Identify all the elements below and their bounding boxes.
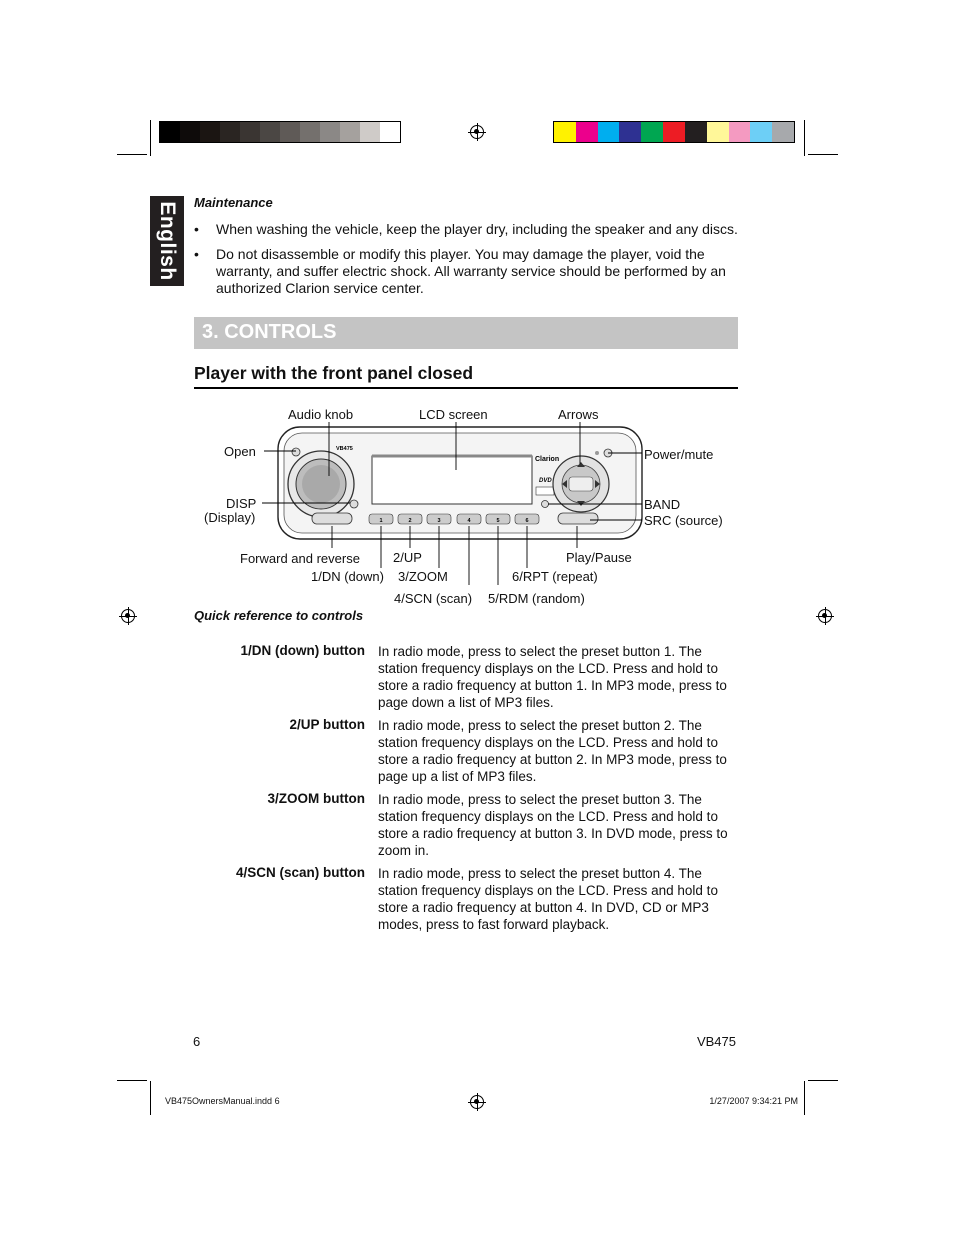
crop-mark: [150, 1081, 151, 1115]
preset-button-label: 4: [467, 518, 471, 524]
label-src: SRC (source): [644, 513, 723, 528]
crop-mark: [150, 120, 151, 156]
preset-button-label: 3: [437, 518, 441, 524]
brand-logo: Clarion: [535, 456, 560, 463]
color-swatch: [663, 122, 685, 142]
crop-mark: [804, 120, 805, 156]
grayscale-calibration-bar: [159, 121, 401, 143]
term-3-zoom: 3/ZOOM button: [267, 791, 365, 806]
section-title: 3. CONTROLS: [202, 321, 337, 343]
label-lcd-screen: LCD screen: [419, 407, 488, 422]
language-tab: [150, 196, 184, 286]
crop-mark: [804, 1081, 805, 1115]
color-swatch: [554, 122, 576, 142]
crop-mark: [117, 154, 147, 155]
gray-swatch: [380, 122, 400, 142]
term-2-up: 2/UP button: [289, 717, 365, 732]
quick-reference-heading: Quick reference to controls: [194, 608, 364, 623]
gray-swatch: [320, 122, 340, 142]
gray-swatch: [360, 122, 380, 142]
label-display: (Display): [204, 510, 256, 525]
subsection-title: Player with the front panel closed: [194, 363, 474, 383]
label-forward-reverse: Forward and reverse: [240, 551, 360, 566]
gray-swatch: [240, 122, 260, 142]
crop-mark: [117, 1080, 147, 1081]
desc-2-up: In radio mode, press to select the preset button 2. The station frequency displays on the LCD. Press and hold to store a radio frequency at button 2. In MP3 mode, press to page up a list of MP3 files.: [378, 718, 727, 784]
color-swatch: [619, 122, 641, 142]
color-calibration-bar: [553, 121, 795, 143]
preset-button-label: 6: [525, 518, 529, 524]
preset-button-label: 1: [379, 518, 383, 524]
label-band: BAND: [644, 497, 681, 512]
color-swatch: [598, 122, 620, 142]
label-3-zoom: 3/ZOOM: [398, 569, 448, 584]
maintenance-heading: Maintenance: [194, 195, 273, 210]
gray-swatch: [300, 122, 320, 142]
slug-date: 1/27/2007 9:34:21 PM: [709, 1096, 798, 1106]
label-disp: DISP: [226, 496, 257, 511]
language-tab-label: English: [156, 201, 179, 281]
front-panel-diagram: [190, 400, 750, 610]
gray-swatch: [280, 122, 300, 142]
bullet-icon: •: [194, 221, 199, 237]
color-swatch: [641, 122, 663, 142]
desc-3-zoom: In radio mode, press to select the preset button 3. The station frequency displays on the LCD. Press and hold to store a radio frequency at button 3. In DVD mode, press to zoom in.: [378, 792, 728, 858]
gray-swatch: [200, 122, 220, 142]
crop-mark: [808, 1080, 838, 1081]
label-play-pause: Play/Pause: [566, 550, 632, 565]
bullet-text: Do not disassemble or modify this player. You may damage the player, void the warranty, and suffer electric shock. All warranty service should be performed by an authorized Clarion service center.: [216, 246, 726, 296]
color-swatch: [685, 122, 707, 142]
gray-swatch: [260, 122, 280, 142]
registration-mark-icon: [818, 609, 832, 623]
gray-swatch: [340, 122, 360, 142]
preset-button-label: 5: [496, 518, 500, 524]
model-label: VB475: [336, 446, 353, 452]
label-2-up: 2/UP: [393, 550, 422, 565]
color-swatch: [772, 122, 794, 142]
color-swatch: [576, 122, 598, 142]
bullet-icon: •: [194, 246, 199, 262]
label-4-scn: 4/SCN (scan): [394, 591, 473, 606]
subsection-rule: [194, 387, 738, 389]
page-number: 6: [193, 1034, 201, 1049]
desc-1-dn: In radio mode, press to select the preset button 1. The station frequency displays on the LCD. Press and hold to store a radio frequency at button 1. In MP3 mode, press to page down a list of MP3 files.: [378, 644, 727, 710]
preset-button-label: 2: [408, 518, 412, 524]
label-arrows: Arrows: [558, 407, 599, 422]
gray-swatch: [220, 122, 240, 142]
term-4-scn: 4/SCN (scan) button: [235, 865, 365, 880]
registration-mark-icon: [470, 125, 484, 139]
color-swatch: [707, 122, 729, 142]
section-heading-bar: [194, 317, 738, 349]
color-swatch: [750, 122, 772, 142]
label-5-rdm: 5/RDM (random): [488, 591, 585, 606]
gray-swatch: [180, 122, 200, 142]
label-audio-knob: Audio knob: [288, 407, 354, 422]
registration-mark-icon: [121, 609, 135, 623]
label-1-dn: 1/DN (down): [311, 569, 384, 584]
footer-model: VB475: [696, 1034, 736, 1049]
label-6-rpt: 6/RPT (repeat): [512, 569, 598, 584]
color-swatch: [729, 122, 751, 142]
registration-mark-icon: [470, 1095, 484, 1109]
label-power-mute: Power/mute: [644, 447, 714, 462]
dvd-logo-icon: DVD: [539, 478, 552, 484]
bullet-item: [194, 221, 744, 239]
crop-mark: [808, 154, 838, 155]
label-open: Open: [224, 444, 256, 459]
term-1-dn: 1/DN (down) button: [240, 643, 365, 658]
bullet-item: [194, 246, 744, 298]
bullet-text: When washing the vehicle, keep the player dry, including the speaker and any discs.: [216, 221, 738, 237]
slug-filename: VB475OwnersManual.indd 6: [165, 1096, 280, 1106]
gray-swatch: [160, 122, 180, 142]
desc-4-scn: In radio mode, press to select the preset button 4. The station frequency displays on the LCD. Press and hold to store a radio frequency at button 4. In DVD, CD or MP3 modes, press to fast forward playback.: [378, 866, 718, 932]
